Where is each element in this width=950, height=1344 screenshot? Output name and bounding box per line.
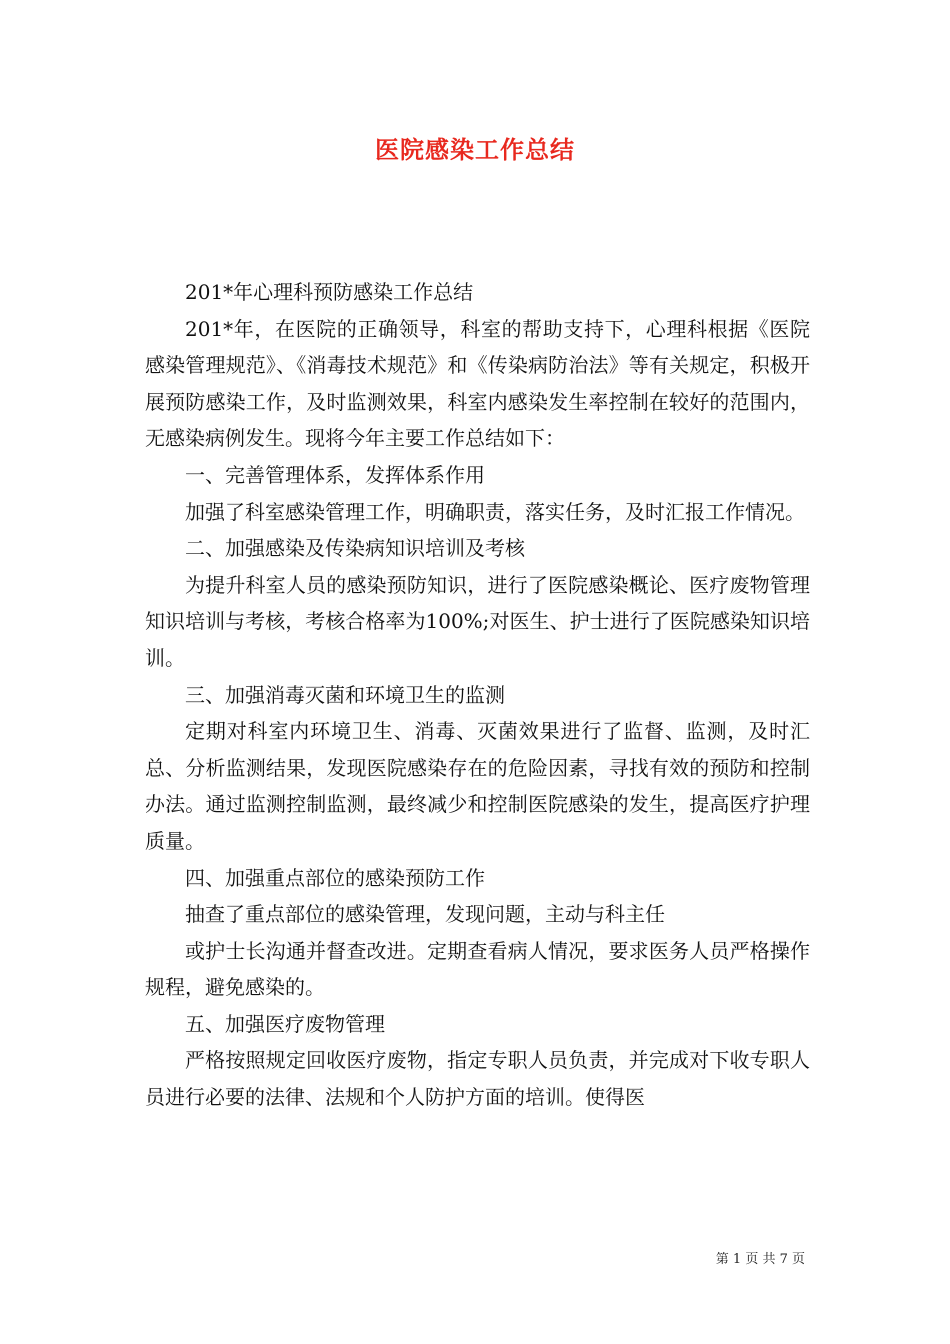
section-heading-1: 一、完善管理体系，发挥体系作用	[185, 462, 485, 487]
document-body	[145, 274, 810, 1116]
paragraph: 加强了科室感染管理工作，明确职责，落实任务，及时汇报工作情况。	[185, 499, 805, 524]
paragraph-intro: 201*年，在医院的正确领导，科室的帮助支持下，心理科根据《医院感染管理规范》、《消毒技术规范》和《传染病防治法》等有关规定，积极开展预防感染工作，及时监测效果，科室内感染发生率控制在较好的范围内，无感染病例发生。现将今年主要工作总结如下：	[145, 316, 810, 451]
section-heading-5: 五、加强医疗废物管理	[185, 1011, 385, 1036]
page-number: 第 1 页 共 7 页	[715, 1252, 805, 1267]
paragraph: 或护士长沟通并督查改进。定期查看病人情况，要求医务人员严格操作规程，避免感染的。	[145, 938, 810, 1000]
paragraph: 为提升科室人员的感染预防知识，进行了医院感染概论、医疗废物管理知识培训与考核，考核合格率为100%;对医生、护士进行了医院感染知识培训。	[145, 572, 810, 670]
section-heading-3: 三、加强消毒灭菌和环境卫生的监测	[185, 682, 505, 707]
paragraph-heading: 201*年心理科预防感染工作总结	[185, 280, 474, 304]
paragraph: 抽查了重点部位的感染管理，发现问题，主动与科主任	[185, 902, 665, 927]
document-title: 医院感染工作总结	[375, 135, 575, 164]
paragraph: 定期对科室内环境卫生、消毒、灭菌效果进行了监督、监测，及时汇总、分析监测结果，发现医院感染存在的危险因素，寻找有效的预防和控制办法。通过监测控制监测，最终减少和控制医院感染的发生，提高医疗护理质量。	[145, 719, 810, 853]
section-heading-4: 四、加强重点部位的感染预防工作	[185, 865, 485, 890]
paragraph: 严格按照规定回收医疗废物，指定专职人员负责，并完成对下收专职人员进行必要的法律、法规和个人防护方面的培训。使得医	[145, 1048, 810, 1110]
section-heading-2: 二、加强感染及传染病知识培训及考核	[185, 536, 525, 561]
